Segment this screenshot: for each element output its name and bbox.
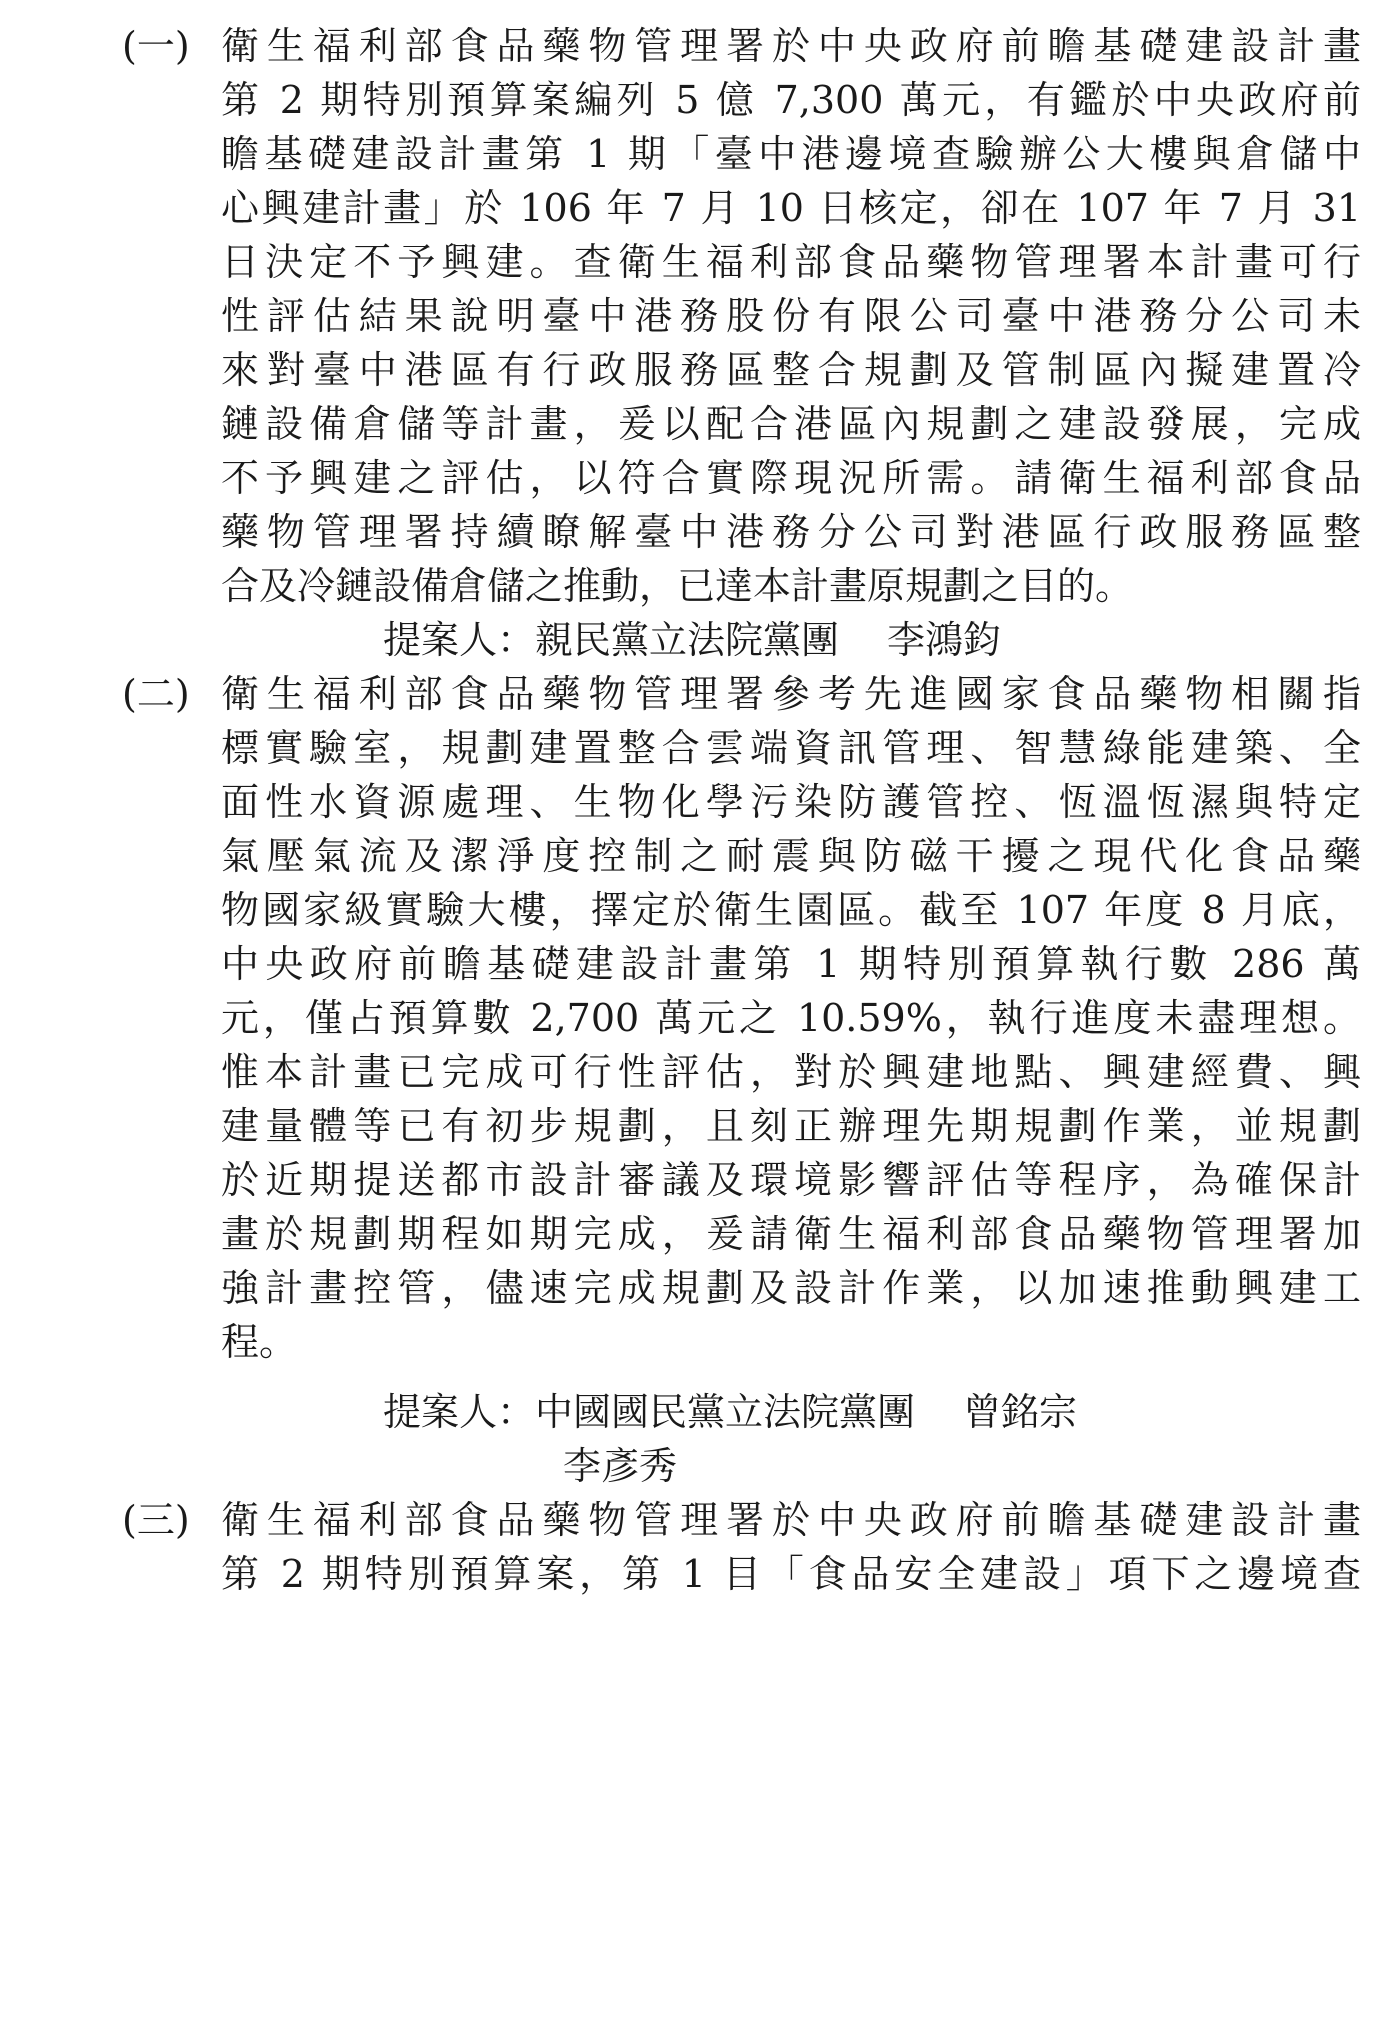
item-1-line-2: 第 2 期特別預算案編列 5 億 7,300 萬元，有鑑於中央政府前	[221, 78, 1361, 122]
item-2-line-3: 面性水資源處理、生物化學污染防護管控、恆溫恆濕與特定	[221, 780, 1361, 824]
item-2-line-11: 畫於規劃期程如期完成，爰請衛生福利部食品藥物管理署加	[221, 1212, 1361, 1256]
proposer-name: 李彥秀	[563, 1444, 678, 1488]
item-1-line-5: 日決定不予興建。查衛生福利部食品藥物管理署本計畫可行	[221, 240, 1361, 284]
item-2-line-5: 物國家級實驗大樓，擇定於衛生園區。截至 107 年度 8 月底，	[221, 888, 1361, 932]
item-label-3: (三)	[122, 1498, 190, 1542]
item-2-line-2: 標實驗室，規劃建置整合雲端資訊管理、智慧綠能建築、全	[221, 726, 1361, 770]
item-1-line-8: 鏈設備倉儲等計畫，爰以配合港區內規劃之建設發展，完成	[221, 402, 1361, 446]
item-3-line-1: 衛生福利部食品藥物管理署於中央政府前瞻基礎建設計畫	[221, 1498, 1361, 1542]
item-3-line-2: 第 2 期特別預算案，第 1 目「食品安全建設」項下之邊境查	[221, 1552, 1361, 1596]
proposer-name: 曾銘宗	[963, 1390, 1078, 1434]
proposer-name: 李鴻鈞	[887, 618, 1002, 662]
item-2-line-9: 建量體等已有初步規劃，且刻正辦理先期規劃作業，並規劃	[221, 1104, 1361, 1148]
item-label-1: (一)	[122, 24, 190, 68]
proposer-label: 提案人：	[383, 1390, 536, 1434]
proposer-line-2-cont	[563, 1438, 677, 1494]
item-2-line-8: 惟本計畫已完成可行性評估，對於興建地點、興建經費、興	[221, 1050, 1361, 1094]
item-2-line-6: 中央政府前瞻基礎建設計畫第 1 期特別預算執行數 286 萬	[221, 942, 1361, 986]
proposer-org: 親民黨立法院黨團	[535, 618, 840, 662]
item-2-line-13: 程。	[221, 1320, 298, 1364]
proposer-org: 中國國民黨立法院黨團	[535, 1390, 916, 1434]
item-1-line-3: 瞻基礎建設計畫第 1 期「臺中港邊境查驗辦公大樓與倉儲中	[221, 132, 1361, 176]
item-2-line-1: 衛生福利部食品藥物管理署參考先進國家食品藥物相關指	[221, 672, 1361, 716]
item-2-line-12: 強計畫控管，儘速完成規劃及設計作業，以加速推動興建工	[221, 1266, 1361, 1310]
item-1-line-6: 性評估結果說明臺中港務股份有限公司臺中港務分公司未	[221, 294, 1361, 338]
item-2-line-10: 於近期提送都市設計審議及環境影響評估等程序，為確保計	[221, 1158, 1361, 1202]
item-label-2: (二)	[122, 672, 190, 716]
proposer-line-1	[383, 612, 1001, 668]
item-1-line-11: 合及冷鏈設備倉儲之推動，已達本計畫原規劃之目的。	[221, 564, 1134, 608]
item-1-line-9: 不予興建之評估，以符合實際現況所需。請衛生福利部食品	[221, 456, 1361, 500]
item-2-line-4: 氣壓氣流及潔淨度控制之耐震與防磁干擾之現代化食品藥	[221, 834, 1361, 878]
item-1-line-10: 藥物管理署持續瞭解臺中港務分公司對港區行政服務區整	[221, 510, 1361, 554]
item-1-line-1: 衛生福利部食品藥物管理署於中央政府前瞻基礎建設計畫	[221, 24, 1361, 68]
item-2-line-7: 元，僅占預算數 2,700 萬元之 10.59%，執行進度未盡理想。	[221, 996, 1361, 1040]
item-1-line-7: 來對臺中港區有行政服務區整合規劃及管制區內擬建置冷	[221, 348, 1361, 392]
item-1-line-4: 心興建計畫」於 106 年 7 月 10 日核定，卻在 107 年 7 月 31	[221, 186, 1361, 230]
proposer-line-2	[383, 1384, 1077, 1440]
proposer-label: 提案人：	[383, 618, 536, 662]
